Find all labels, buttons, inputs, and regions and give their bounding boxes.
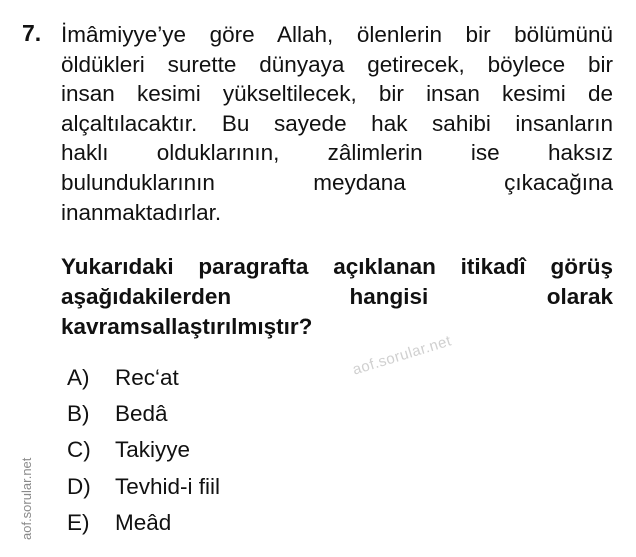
option-text: Meâd	[115, 509, 172, 535]
option-letter: D)	[67, 473, 91, 499]
option-a[interactable]	[67, 360, 220, 396]
option-b[interactable]	[67, 396, 220, 432]
question-number: 7.	[22, 20, 42, 46]
paragraph-line: insan kesimi yükseltilecek, bir insan kesimi de	[61, 81, 613, 107]
option-letter: E)	[67, 509, 90, 535]
paragraph-line: haklı olduklarının, zâlimlerin ise haksız	[61, 140, 613, 166]
option-letter: B)	[67, 401, 90, 427]
option-text: Takiyye	[115, 437, 191, 463]
option-text: Bedâ	[115, 401, 168, 427]
paragraph-line: bulunduklarının meydana çıkacağına	[61, 169, 613, 195]
question-prompt	[61, 252, 613, 341]
option-e[interactable]	[67, 505, 220, 541]
prompt-line: Yukarıdaki paragrafta açıklanan itikadî görüş	[61, 254, 613, 279]
option-text: Tevhid-i fiil	[115, 473, 221, 499]
option-letter: C)	[67, 437, 91, 463]
option-letter: A)	[67, 365, 90, 391]
watermark-side: aof.sorular.net	[19, 457, 34, 540]
paragraph-line: inanmaktadırlar.	[61, 199, 222, 225]
watermark-diagonal: aof.sorular.net	[350, 332, 454, 379]
option-d[interactable]	[67, 469, 220, 505]
answer-options	[67, 360, 220, 541]
question-paragraph	[61, 20, 613, 227]
prompt-line: aşağıdakilerden hangisi olarak	[61, 283, 613, 309]
paragraph-line: öldükleri surette dünyaya getirecek, böylece bir	[61, 51, 613, 77]
paragraph-line: İmâmiyye’ye göre Allah, ölenlerin bir bölümünü	[61, 22, 613, 47]
option-text: Rec‘at	[115, 365, 179, 391]
option-c[interactable]	[67, 432, 220, 468]
prompt-line: kavramsallaştırılmıştır?	[61, 313, 313, 339]
paragraph-line: alçaltılacaktır. Bu sayede hak sahibi insanların	[61, 110, 613, 136]
